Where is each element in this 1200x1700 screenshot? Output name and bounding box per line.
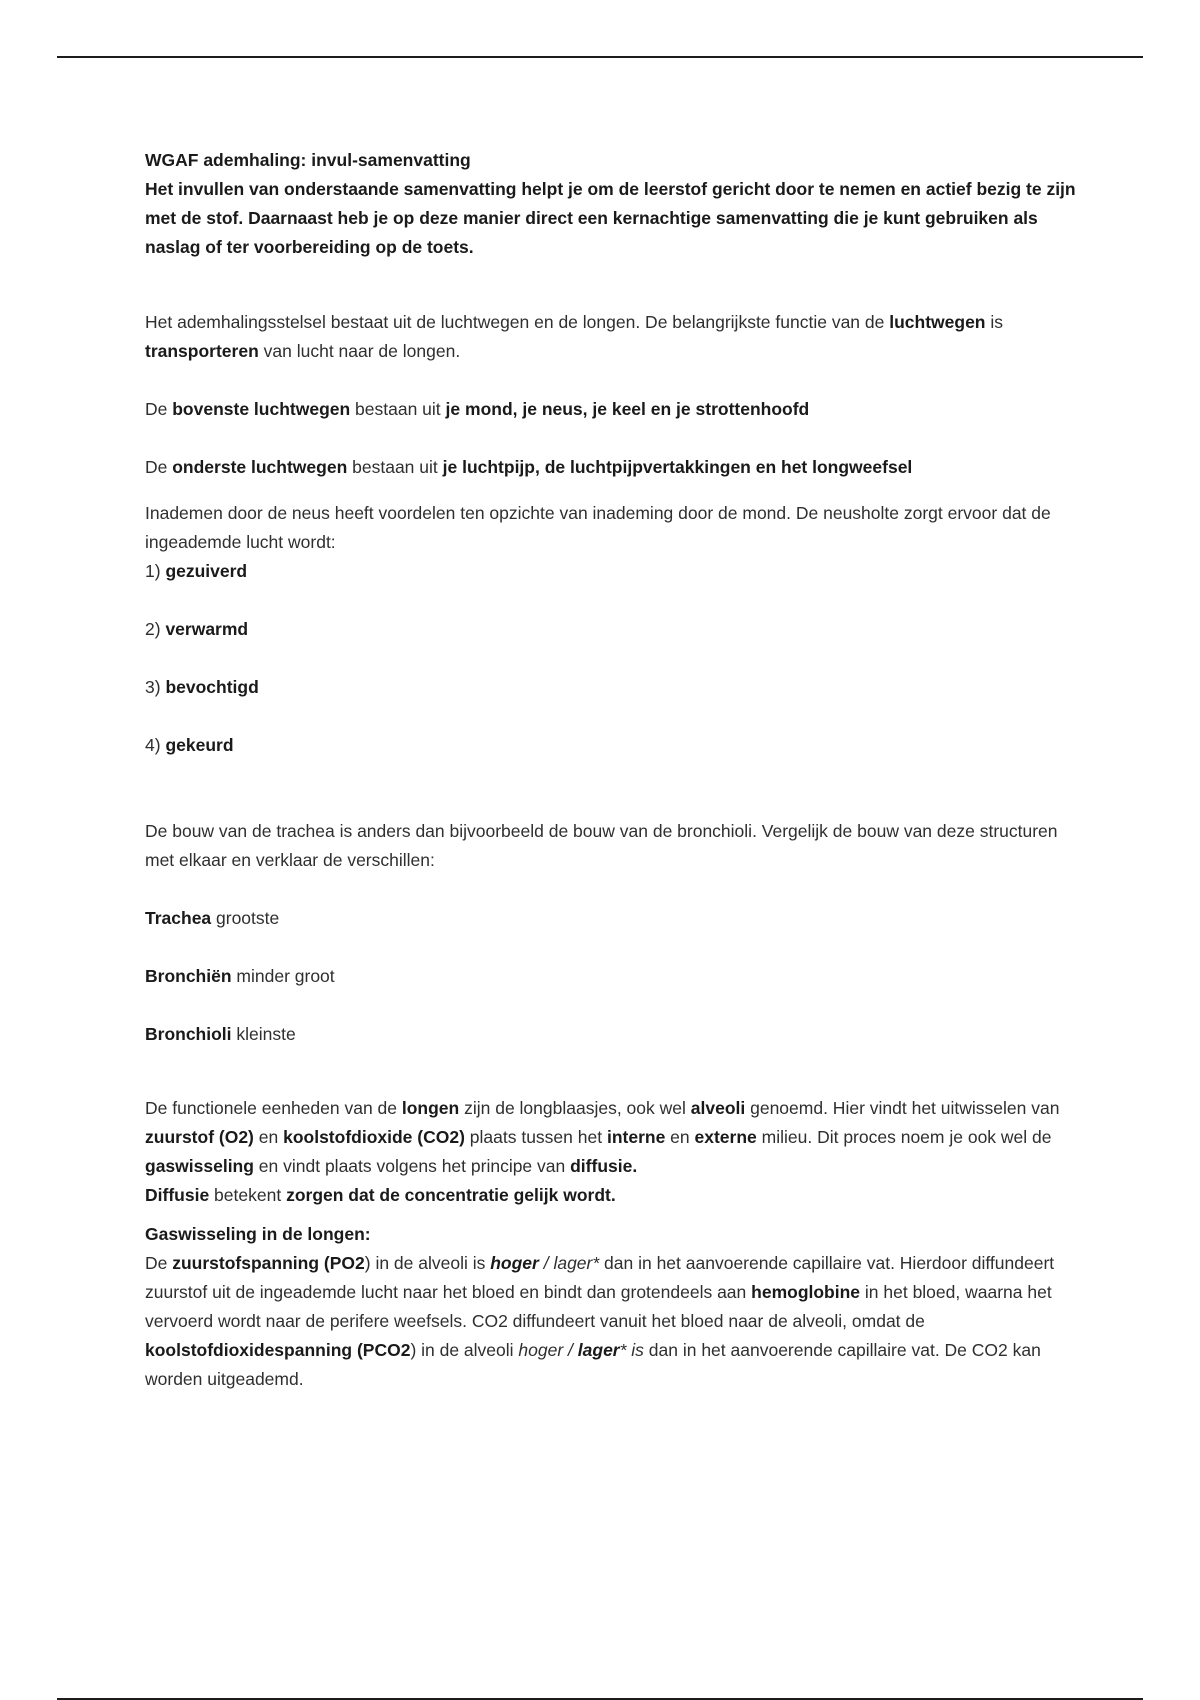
option-lager: hoger / lager* is: [518, 1340, 644, 1360]
lower-airways-sentence: De onderste luchtwegen bestaan uit je luchtpijp, de luchtpijpvertakkingen en het longweefsel: [145, 457, 913, 477]
document-body: [145, 146, 1090, 1394]
list-item: 3) bevochtigd: [145, 677, 259, 697]
answer-lower-airways: je luchtpijp, de luchtpijpvertakkingen en het longweefsel: [442, 457, 913, 477]
list-item: Trachea grootste: [145, 908, 280, 928]
document-title: WGAF ademhaling: invul-samenvatting: [145, 150, 471, 170]
option-hoger: hoger / lager*: [490, 1253, 600, 1273]
gas-exchange-paragraph: De zuurstofspanning (PO2) in de alveoli is hoger / lager* dan in het aanvoerende capillaire vat. Hierdoor diffundeert zuurstof uit de ingeademde lucht naar het bloed en bindt dan grotendeels aan hemoglobine in het bloed, waarna het vervoerd wordt naar de perifere weefsels. CO2 diffundeert vanuit het bloed naar de alveoli, omdat de koolstofdioxidespanning (PCO2) in de alveoli hoger / lager* is dan in het aanvoerende capillaire vat. De CO2 kan worden uitgeademd.: [145, 1253, 1055, 1389]
list-item: 1) gezuiverd: [145, 561, 248, 581]
respiratory-system-paragraph: Het ademhalingsstelsel bestaat uit de luchtwegen en de longen. De belangrijkste functie van de luchtwegen is transporteren van lucht naar de longen.: [145, 312, 1003, 361]
structure-comparison-paragraph: De bouw van de trachea is anders dan bijvoorbeeld de bouw van de bronchioli. Vergelijk de bouw van deze structuren met elkaar en verklaar de verschillen:: [145, 821, 1058, 870]
list-item: 2) verwarmd: [145, 619, 249, 639]
answer-luchtwegen: luchtwegen: [889, 312, 986, 332]
gas-exchange-heading: Gaswisseling in de longen:: [145, 1224, 371, 1244]
answer-transporteren: transporteren: [145, 341, 259, 361]
top-rule: [57, 56, 1143, 58]
alveoli-paragraph: De functionele eenheden van de longen zijn de longblaasjes, ook wel alveoli genoemd. Hier vindt het uitwisselen van zuurstof (O2) en koolstofdioxide (CO2) plaats tussen het interne en externe milieu. Dit proces noem je ook wel de gaswisseling en vindt plaats volgens het principe van diffusie.: [145, 1098, 1060, 1176]
diffusion-definition: Diffusie betekent zorgen dat de concentratie gelijk wordt.: [145, 1185, 616, 1205]
nose-breathing-paragraph: Inademen door de neus heeft voordelen ten opzichte van inademing door de mond. De neusholte zorgt ervoor dat de ingeademde lucht wordt:: [145, 503, 1051, 552]
upper-airways-sentence: De bovenste luchtwegen bestaan uit je mond, je neus, je keel en je strottenhoofd: [145, 399, 810, 419]
answer-upper-airways: je mond, je neus, je keel en je strottenhoofd: [445, 399, 810, 419]
list-item: Bronchiën minder groot: [145, 966, 335, 986]
intro-paragraph: Het invullen van onderstaande samenvatting helpt je om de leerstof gericht door te nemen en actief bezig te zijn met de stof. Daarnaast heb je op deze manier direct een kernachtige samenvatting die je kunt gebruiken als naslag of ter voorbereiding op de toets.: [145, 179, 1076, 257]
list-item: Bronchioli kleinste: [145, 1024, 296, 1044]
list-item: 4) gekeurd: [145, 735, 234, 755]
